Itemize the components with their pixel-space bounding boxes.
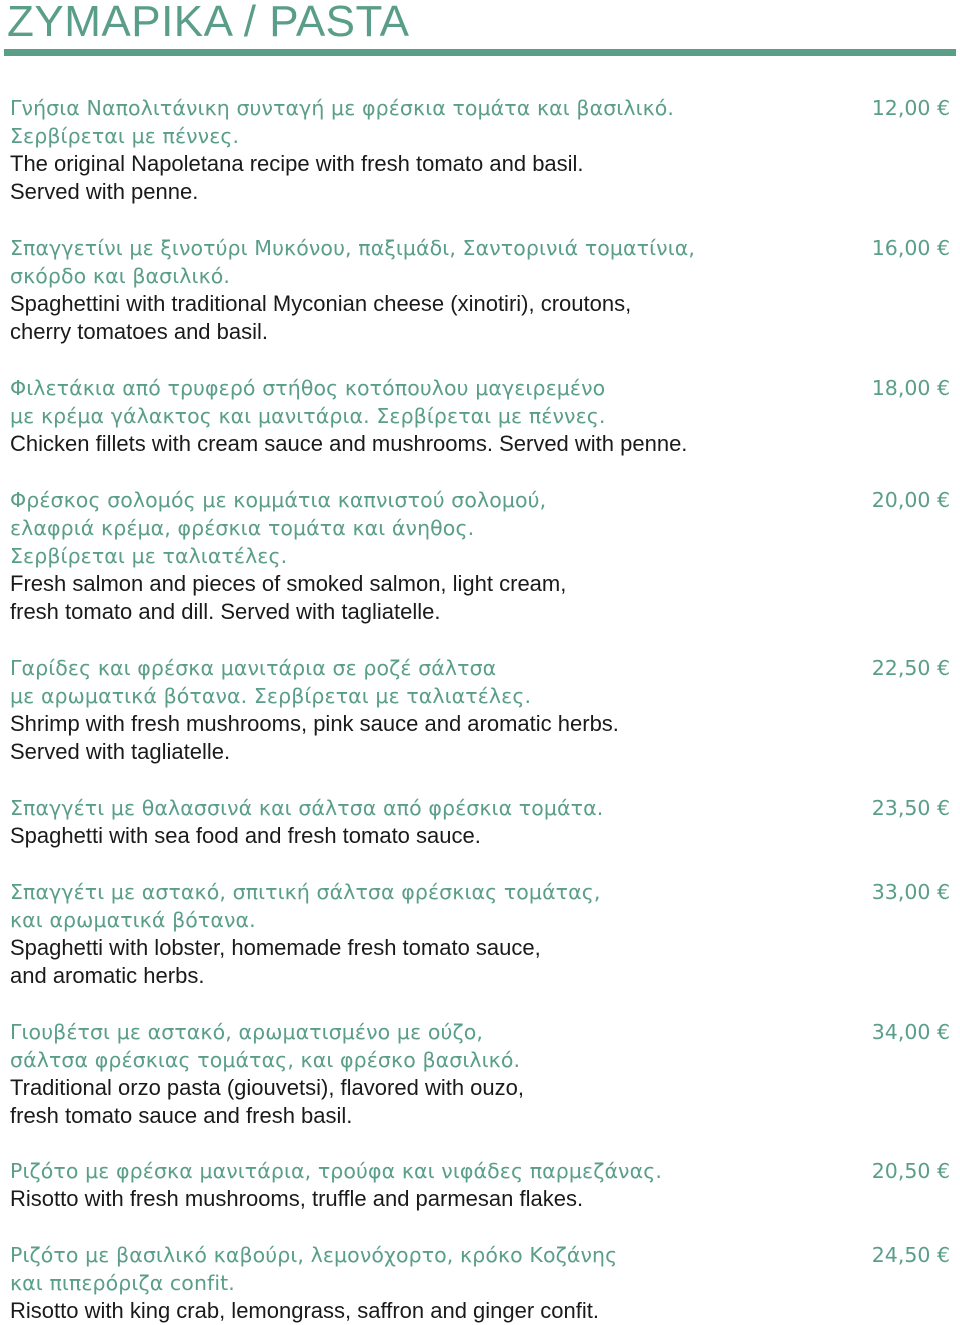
item-english-line: Spaghetti with lobster, homemade fresh tomato sauce, <box>10 935 541 960</box>
item-description <box>10 878 830 990</box>
menu-item <box>10 1157 954 1213</box>
item-greek-line: Σπαγγέτι με αστακό, σπιτική σάλτσα φρέσκιας τομάτας, <box>10 880 601 904</box>
item-greek-line: Φρέσκος σολομός με κομμάτια καπνιστού σολομού, <box>10 488 547 512</box>
item-price: 22,50 € <box>871 656 950 680</box>
item-english-line: Risotto with fresh mushrooms, truffle and parmesan flakes. <box>10 1186 584 1211</box>
item-greek-line: Σπαγγετίνι με ξινοτύρι Μυκόνου, παξιμάδι, Σαντορινιά τοματίνια, <box>10 236 695 260</box>
item-greek-line: Σερβίρεται με ταλιατέλες. <box>10 544 288 568</box>
item-english-line: Spaghetti with sea food and fresh tomato sauce. <box>10 823 481 848</box>
item-english-line: fresh tomato sauce and fresh basil. <box>10 1103 353 1128</box>
item-price: 18,00 € <box>871 376 950 400</box>
item-english-line: Shrimp with fresh mushrooms, pink sauce and aromatic herbs. <box>10 711 619 736</box>
item-greek-line: σάλτσα φρέσκιας τομάτας, και φρέσκο βασιλικό. <box>10 1048 521 1072</box>
item-greek-line: Γνήσια Ναπολιτάνικη συνταγή με φρέσκια τομάτα και βασιλικό. <box>10 96 675 120</box>
item-description <box>10 1241 830 1325</box>
item-greek-line: Γαρίδες και φρέσκα μανιτάρια σε ροζέ σάλτσα <box>10 656 497 680</box>
item-price: 20,00 € <box>871 488 950 512</box>
item-description <box>10 654 830 766</box>
menu-item <box>10 878 954 990</box>
item-greek-line: και αρωματικά βότανα. <box>10 908 256 932</box>
item-description <box>10 794 830 850</box>
item-price: 20,50 € <box>871 1159 950 1183</box>
item-description <box>10 234 830 346</box>
item-price: 24,50 € <box>871 1243 950 1267</box>
item-price: 23,50 € <box>871 796 950 820</box>
item-greek-line: Ριζότο με βασιλικό καβούρι, λεμονόχορτο, κρόκο Κοζάνης <box>10 1243 618 1267</box>
item-greek-line: Φιλετάκια από τρυφερό στήθος κοτόπουλου μαγειρεμένο <box>10 376 606 400</box>
item-english-line: fresh tomato and dill. Served with tagliatelle. <box>10 599 441 624</box>
item-greek-line: με αρωματικά βότανα. Σερβίρεται με ταλιατέλες. <box>10 684 532 708</box>
item-greek-line: με κρέμα γάλακτος και μανιτάρια. Σερβίρεται με πέννες. <box>10 404 606 428</box>
item-english-line: Served with tagliatelle. <box>10 739 231 764</box>
menu-item <box>10 794 954 850</box>
item-english-line: Traditional orzo pasta (giouvetsi), flavored with ouzo, <box>10 1075 524 1100</box>
item-price: 12,00 € <box>871 96 950 120</box>
item-description <box>10 1157 830 1213</box>
item-price: 33,00 € <box>871 880 950 904</box>
menu-item <box>10 374 954 458</box>
item-price: 16,00 € <box>871 236 950 260</box>
page-title: ΖΥΜΑΡΙΚΑ / PASTA <box>7 0 410 46</box>
item-english-line: Fresh salmon and pieces of smoked salmon, light cream, <box>10 571 567 596</box>
menu-item <box>10 486 954 626</box>
menu-item <box>10 1018 954 1130</box>
item-english-line: and aromatic herbs. <box>10 963 205 988</box>
item-description <box>10 486 830 626</box>
item-english-line: Spaghettini with traditional Myconian cheese (xinotiri), croutons, <box>10 291 632 316</box>
item-english-line: Served with penne. <box>10 179 199 204</box>
item-price: 34,00 € <box>871 1020 950 1044</box>
item-greek-line: Σερβίρεται με πέννες. <box>10 124 240 148</box>
item-english-line: Risotto with king crab, lemongrass, saffron and ginger confit. <box>10 1298 600 1323</box>
menu-item <box>10 234 954 346</box>
item-english-line: The original Napoletana recipe with fresh tomato and basil. <box>10 151 584 176</box>
item-english-line: Chicken fillets with cream sauce and mushrooms. Served with penne. <box>10 431 688 456</box>
item-description <box>10 374 830 458</box>
item-greek-line: και πιπερόριζα confit. <box>10 1271 235 1295</box>
menu-item <box>10 654 954 766</box>
title-divider <box>4 49 956 56</box>
item-english-line: cherry tomatoes and basil. <box>10 319 269 344</box>
item-greek-line: Σπαγγέτι με θαλασσινά και σάλτσα από φρέσκια τομάτα. <box>10 796 604 820</box>
item-greek-line: ελαφριά κρέμα, φρέσκια τομάτα και άνηθος. <box>10 516 475 540</box>
menu-item <box>10 1241 954 1325</box>
item-greek-line: Γιουβέτσι με αστακό, αρωματισμένο με ούζο, <box>10 1020 483 1044</box>
item-description <box>10 94 830 206</box>
item-greek-line: Ριζότο με φρέσκα μανιτάρια, τρούφα και νιφάδες παρμεζάνας. <box>10 1159 662 1183</box>
item-description <box>10 1018 830 1130</box>
item-greek-line: σκόρδο και βασιλικό. <box>10 264 231 288</box>
menu-item <box>10 94 954 206</box>
